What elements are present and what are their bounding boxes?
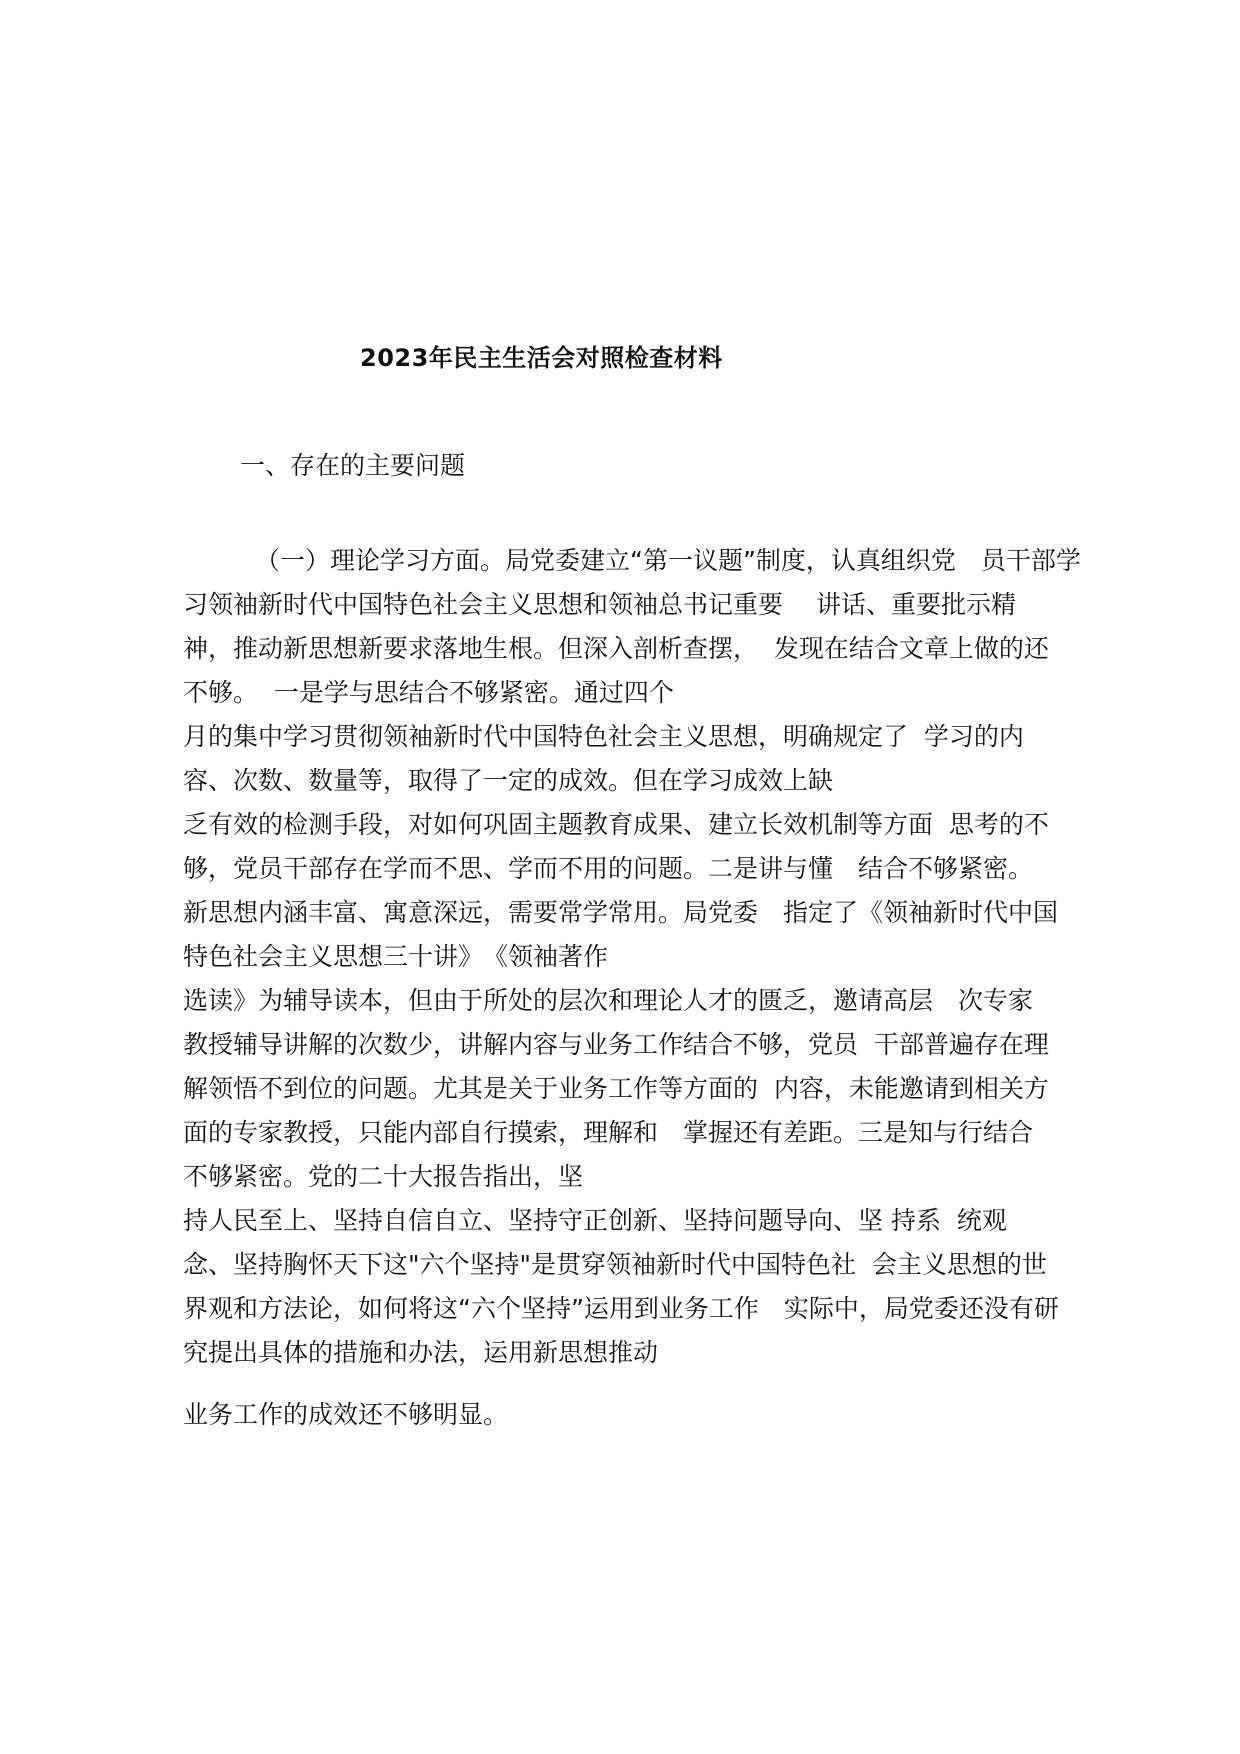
body-line: 特色社会主义思想三十讲》 《领袖著作 (183, 942, 609, 971)
body-line: 选读》为辅导读本，但由于所处的层次和理论人才的匮乏，邀请高层 次专家 (183, 986, 1034, 1015)
body-line: 习领袖新时代中国特色社会主义思想和领袖总书记重要 讲话、重要批示精 (183, 590, 1016, 619)
body-line: 教授辅导讲解的次数少，讲解内容与业务工作结合不够，党员 干部普遍存在理 (183, 1030, 1049, 1059)
body-line: 神，推动新思想新要求落地生根。但深入剖析查摆， 发现在结合文章上做的还 (183, 634, 1049, 663)
body-line: （一）理论学习方面。局党委建立“第一议题”制度，认真组织党 员干部学 (255, 546, 1081, 575)
section-heading: 一、存在的主要问题 (240, 451, 466, 480)
body-line: 乏有效的检测手段，对如何巩固主题教育成果、建立长效机制等方面 思考的不 (183, 810, 1049, 839)
body-line: 面的专家教授，只能内部自行摸索，理解和 掌握还有差距。三是知与行结合 (183, 1118, 1034, 1147)
body-line: 解领悟不到位的问题。尤其是关于业务工作等方面的 内容，未能邀请到相关方 (183, 1074, 1049, 1103)
body-line: 持人民至上、坚持自信自立、坚持守正创新、坚持问题导向、坚 持系 统观 (183, 1206, 1007, 1235)
body-line: 不够。 一是学与思结合不够紧密。通过四个 (183, 678, 674, 707)
body-line: 不够紧密。党的二十大报告指出，坚 (183, 1162, 584, 1191)
body-line: 新思想内涵丰富、寓意深远，需要常学常用。局党委 指定了《领袖新时代中国 (183, 898, 1059, 927)
document-title: 2023年民主生活会对照检查材料 (360, 344, 723, 372)
body-line: 界观和方法论，如何将这“六个坚持”运用到业务工作 实际中，局党委还没有研 (183, 1294, 1059, 1323)
body-line: 月的集中学习贯彻领袖新时代中国特色社会主义思想，明确规定了 学习的内 (183, 722, 1024, 751)
body-line: 念、坚持胸怀天下这"六个坚持"是贯穿领袖新时代中国特色社 会主义思想的世 (183, 1250, 1047, 1279)
body-line: 够，党员干部存在学而不思、学而不用的问题。二是讲与懂 结合不够紧密。 (183, 854, 1034, 883)
body-line: 究提出具体的措施和办法，运用新思想推动 (183, 1338, 659, 1367)
body-line: 容、次数、数量等，取得了一定的成效。但在学习成效上缺 (183, 766, 834, 795)
body-line: 业务工作的成效还不够明显。 (183, 1400, 509, 1429)
